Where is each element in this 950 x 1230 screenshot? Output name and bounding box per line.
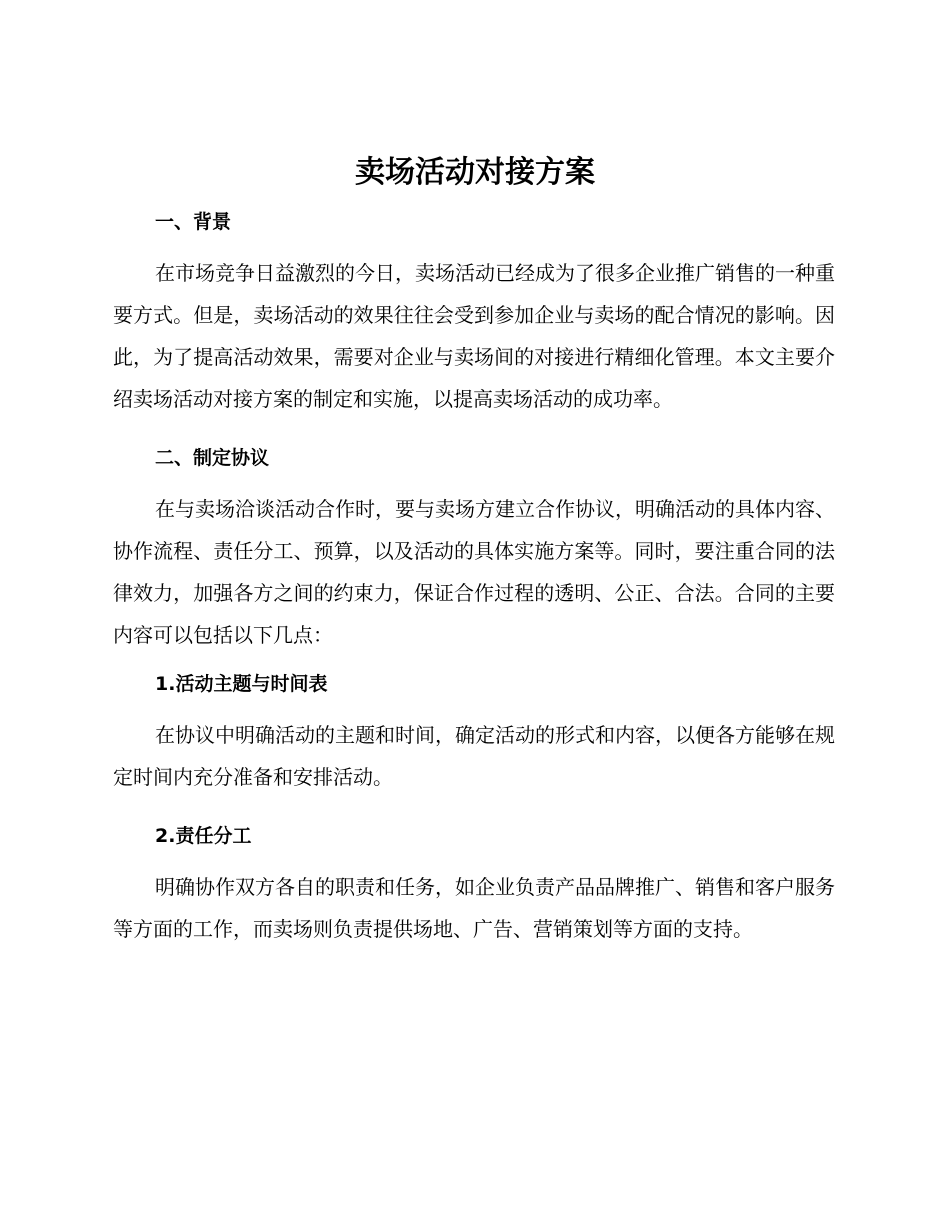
section-paragraph-background: 在市场竞争日益激烈的今日，卖场活动已经成为了很多企业推广销售的一种重要方式。但是，卖场活动的效果往往会受到参加企业与卖场的配合情况的影响。因此，为了提高活动效果，需要对企业与卖场间的对接进行精细化管理。本文主要介绍卖场活动对接方案的制定和实施，以提高卖场活动的成功率。 [113, 261, 835, 411]
subsection-paragraph-responsibilities: 明确协作双方各自的职责和任务，如企业负责产品品牌推广、销售和客户服务等方面的工作，而卖场则负责提供场地、广告、营销策划等方面的支持。 [113, 875, 835, 941]
subsection-heading-theme-schedule: 1.活动主题与时间表 [155, 673, 328, 695]
section-heading-agreement: 二、制定协议 [155, 447, 270, 469]
document-body [113, 202, 835, 950]
section-heading-background: 一、背景 [155, 211, 232, 233]
subsection-heading-responsibilities: 2.责任分工 [155, 825, 252, 847]
subsection-paragraph-theme-schedule: 在协议中明确活动的主题和时间，确定活动的形式和内容，以便各方能够在规定时间内充分准备和安排活动。 [113, 723, 835, 789]
document-title: 卖场活动对接方案 [355, 155, 595, 190]
section-paragraph-agreement: 在与卖场洽谈活动合作时，要与卖场方建立合作协议，明确活动的具体内容、协作流程、责任分工、预算，以及活动的具体实施方案等。同时，要注重合同的法律效力，加强各方之间的约束力，保证合作过程的透明、公正、合法。合同的主要内容可以包括以下几点： [113, 497, 835, 647]
